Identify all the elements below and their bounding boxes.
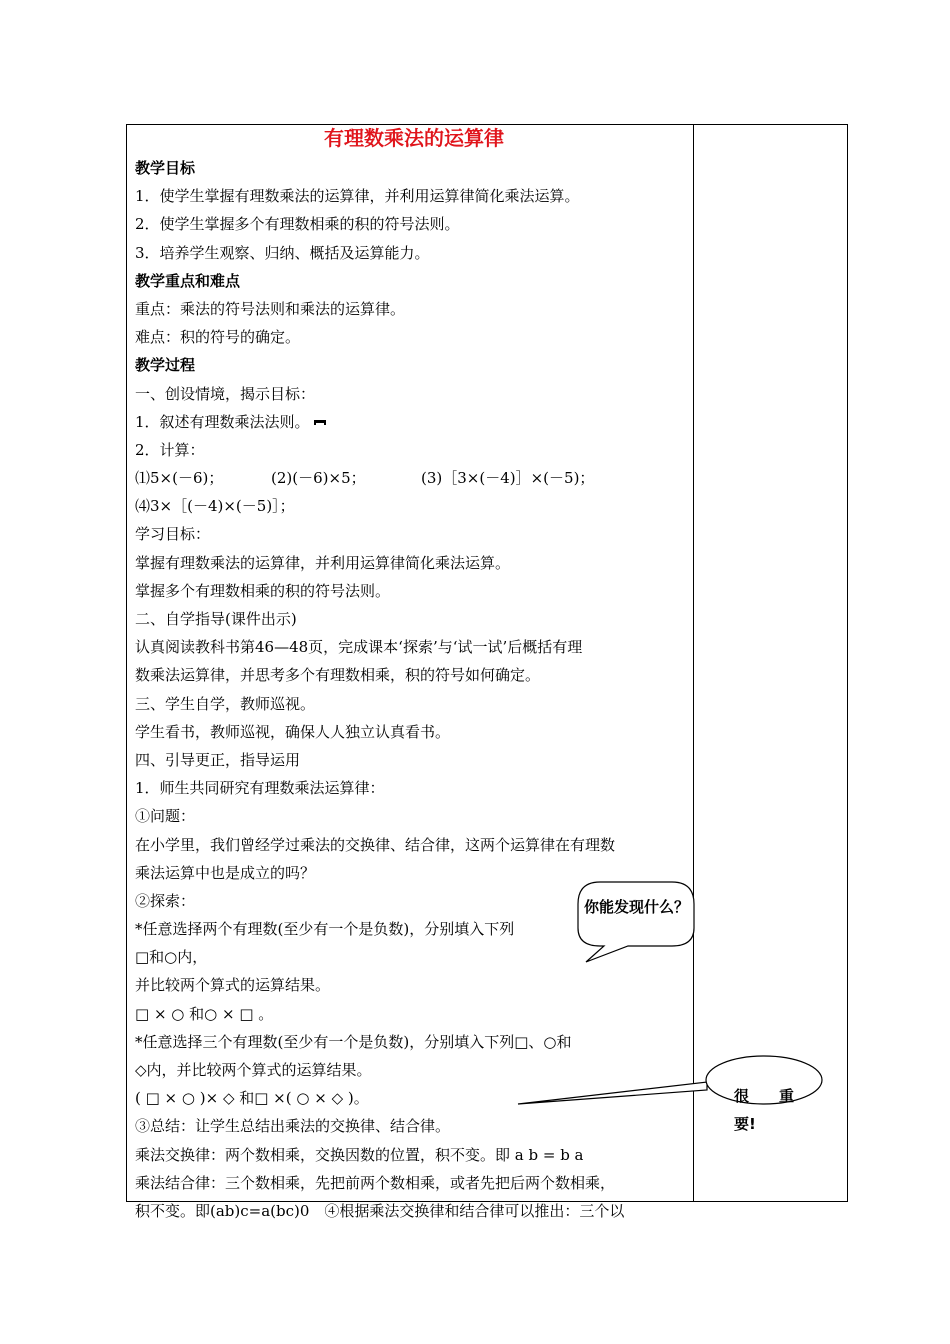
calc-item: (2)(－6)×5； [271,469,366,488]
callout-discover: 你能发现什么？ [584,898,690,916]
page-title: 有理数乘法的运算律 [324,126,504,150]
line-text: 1．使学生掌握有理数乘法的运算律，并利用运算律简化乘法运算。 [135,187,580,206]
line-text: 数乘法运算律，并思考多个有理数相乘，积的符号如何确定。 [135,666,541,685]
pointer-line [518,1082,707,1104]
line-text: 掌握有理数乘法的运算律，并利用运算律简化乘法运算。 [135,553,511,572]
line-text: ( □ × ○ )× ◇ 和□ ×( ○ × ◇ )。 [135,1089,369,1108]
speech-bubble-outline [578,882,694,962]
line-text: 1．师生共同研究有理数乘法运算律： [135,779,385,798]
line-text: 乘法运算中也是成立的吗？ [135,863,316,882]
line-text: 掌握多个有理数相乘的积的符号法则。 [135,581,391,600]
line-text: ⑷3×［(－4)×(－5)］； [135,497,295,516]
line-text: *任意选择三个有理数(至少有一个是负数)，分别填入下列□、○和 [135,1032,572,1051]
line-text: 认真阅读教科书第46—48页，完成课本‘探索’与‘试一试’后概括有理 [135,638,583,657]
callout-important-char2: 重 [778,1087,794,1105]
line-text: ①问题： [135,807,196,826]
line-text: 2．计算： [135,440,205,459]
line-text: 四、引导更正，指导运用 [135,750,301,769]
line-text: 教学目标 [135,159,196,177]
line-text: 乘法交换律：两个数相乘，交换因数的位置，积不变。即 a b = b a [135,1145,584,1164]
line-text: 乘法结合律：三个数相乘，先把前两个数相乘，或者先把后两个数相乘， [135,1173,616,1192]
line-text: *任意选择两个有理数(至少有一个是负数)，分别填入下列 [135,920,515,939]
line-text: 一、创设情境，揭示目标： [135,384,316,403]
line-text: 3．培养学生观察、归纳、概括及运算能力。 [135,243,430,262]
line-text: 2．使学生掌握多个有理数相乘的积的符号法则。 [135,215,460,234]
line-text: 难点：积的符号的确定。 [135,328,301,347]
line-text: 学生看书，教师巡视，确保人人独立认真看书。 [135,722,451,741]
callout-important-char1: 很 [734,1087,750,1105]
calc-item: ⑴5×(－6)； [135,469,224,488]
line-text: ③总结：让学生总结出乘法的交换律、结合律。 [135,1117,451,1136]
line-text: 二、自学指导(课件出示) [135,610,297,628]
line-text: 重点：乘法的符号法则和乘法的运算律。 [135,299,406,318]
calc-item: (3)［3×(－4)］×(－5)； [421,469,595,488]
line-text: 教学重点和难点 [135,271,241,290]
line-text: ②探索： [135,891,196,910]
line-text: 学习目标： [135,525,211,544]
line-text: □和○内， [135,948,208,967]
line-text: □ × ○ 和○ × □ 。 [135,1004,274,1023]
line-text: 在小学里，我们曾经学过乘法的交换律、结合律，这两个运算律在有理数 [135,835,616,854]
line-text: 三、学生自学，教师巡视。 [135,694,316,713]
callout-important [734,1082,814,1138]
line-text: 1．叙述有理数乘法法则。 [135,412,310,431]
line-text: 并比较两个算式的运算结果。 [135,976,331,995]
line-text: 积不变。即(ab)c=a(bc)0 ④根据乘法交换律和结合律可以推出：三个以 [135,1201,625,1220]
line-text: ◇内，并比较两个算式的运算结果。 [135,1061,372,1079]
line-text: 教学过程 [135,356,196,375]
callout-important-char3: 要! [734,1115,756,1133]
